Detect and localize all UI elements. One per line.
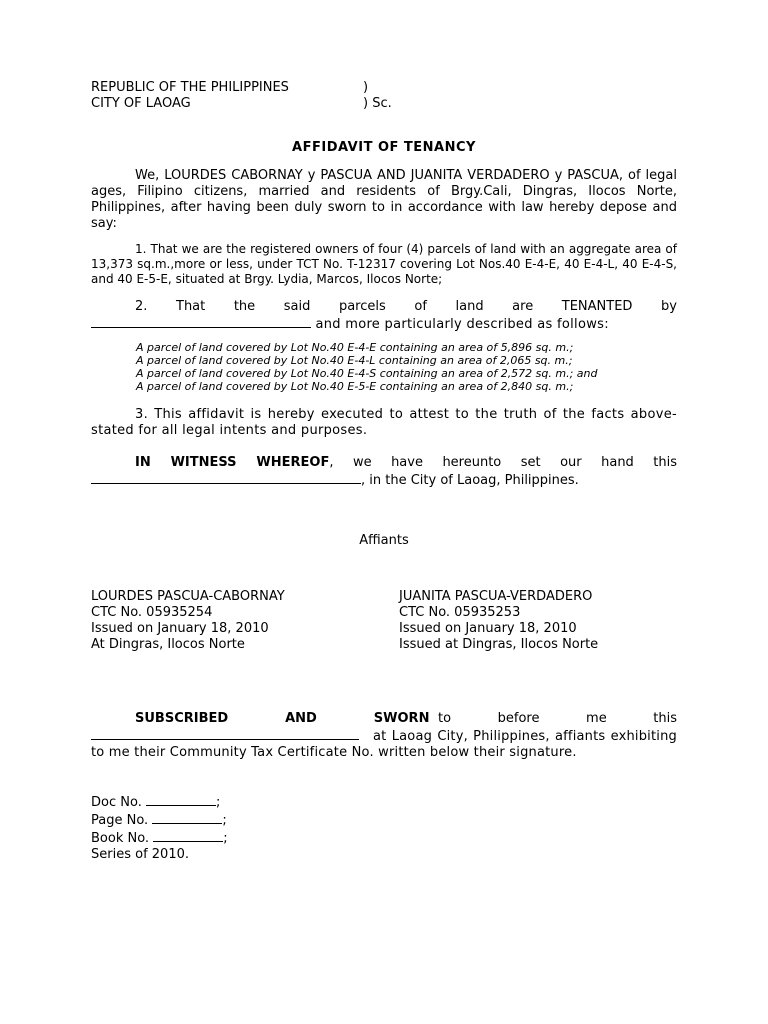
venue-caption xyxy=(91,80,677,112)
affiant-1-name: LOURDES PASCUA-CABORNAY xyxy=(91,589,285,604)
witness-text-2: , in the City of Laoag, Philippines. xyxy=(361,473,579,488)
affiant-2-name: JUANITA PASCUA-VERDADERO xyxy=(399,589,593,604)
affiant-1-ctc: CTC No. 05935254 xyxy=(91,605,213,620)
jurat-clause xyxy=(91,711,677,761)
parcel-list xyxy=(91,341,677,393)
affiant-2-ctc: CTC No. 05935253 xyxy=(399,605,521,620)
jurat-date-blank xyxy=(91,727,359,740)
caption-republic: REPUBLIC OF THE PHILIPPINES xyxy=(91,80,289,95)
page-no-label: Page No. xyxy=(91,813,149,828)
clause-2 xyxy=(91,299,677,333)
jurat-heading: SUBSCRIBED AND SWORN xyxy=(135,711,430,726)
series-line: Series of 2010. xyxy=(91,847,189,862)
clause-2-line-1: 2. That the said parcels of land are TENANTED by xyxy=(135,299,677,314)
witness-heading: IN WITNESS WHEREOF xyxy=(135,455,330,470)
clause-2-suffix: and more particularly described as follows: xyxy=(315,317,609,332)
doc-no-label: Doc No. xyxy=(91,795,142,810)
book-no-line: Book No. ; xyxy=(91,831,228,846)
caption-bracket-1: ) xyxy=(363,80,369,95)
clause-1: 1. That we are the registered owners of four (4) parcels of land with an aggregate area of 13,373 sq.m.,more or less, under TCT No. T-12317 covering Lot Nos.40 E-4-E, 40 E-4-L, 40 E-4-S, and 40 E-5-E, situated at Brgy. Lydia, Marcos, Ilocos Norte; xyxy=(91,242,677,286)
parcel-item: A parcel of land covered by Lot No.40 E-4-S containing an area of 2,572 sq. m.; and xyxy=(136,367,598,380)
page-no-blank xyxy=(152,811,222,824)
date-blank xyxy=(91,471,361,484)
doc-no-line: Doc No. ; xyxy=(91,795,221,810)
doc-no-blank xyxy=(146,793,216,806)
notarial-register xyxy=(91,793,677,863)
parcel-item: A parcel of land covered by Lot No.40 E-4-E containing an area of 5,896 sq. m.; xyxy=(136,341,574,354)
affiant-1-block xyxy=(91,589,381,653)
page-no-line: Page No. ; xyxy=(91,813,227,828)
intro-paragraph: We, LOURDES CABORNAY y PASCUA AND JUANITA VERDADERO y PASCUA, of legal ages, Filipino citizens, married and residents of Brgy.Cali, Dingras, Ilocos Norte, Philippines, after having been duly sworn to in accordance with law hereby depose and say: xyxy=(91,168,677,231)
parcel-item: A parcel of land covered by Lot No.40 E-5-E containing an area of 2,840 sq. m.; xyxy=(136,380,574,393)
jurat-line-1 xyxy=(91,711,677,727)
jurat-text-2: at Laoag City, Philippines, affiants exhibiting to me their Community Tax Certificate No. written below their signature. xyxy=(91,729,677,760)
caption-sc: ) Sc. xyxy=(363,96,392,111)
affiant-1-place: At Dingras, Ilocos Norte xyxy=(91,637,245,652)
witness-line-2 xyxy=(91,471,677,489)
affiant-2-block xyxy=(399,589,689,653)
witness-clause xyxy=(91,455,677,489)
witness-text-1: , we have hereunto set our hand this xyxy=(329,455,678,470)
affiant-1-issued: Issued on January 18, 2010 xyxy=(91,621,269,636)
document-title: AFFIDAVIT OF TENANCY xyxy=(292,140,476,155)
parcel-item: A parcel of land covered by Lot No.40 E-4-L containing an area of 2,065 sq. m.; xyxy=(136,354,573,367)
caption-city: CITY OF LAOAG xyxy=(91,96,191,111)
witness-line-1 xyxy=(91,455,677,471)
jurat-line-2 xyxy=(91,727,677,761)
book-no-label: Book No. xyxy=(91,831,150,846)
affiant-2-place: Issued at Dingras, Ilocos Norte xyxy=(399,637,599,652)
clause-2-line-2 xyxy=(91,315,677,333)
clause-3: 3. This affidavit is hereby executed to attest to the truth of the facts above-stated for all legal intents and purposes. xyxy=(91,407,677,438)
affidavit-document xyxy=(91,80,677,863)
affiants-label: Affiants xyxy=(359,533,409,548)
book-no-blank xyxy=(153,829,223,842)
affiant-signatures xyxy=(91,589,677,653)
jurat-text-1: to before me this xyxy=(438,711,677,726)
tenant-name-blank xyxy=(91,315,311,328)
affiant-2-issued: Issued on January 18, 2010 xyxy=(399,621,577,636)
